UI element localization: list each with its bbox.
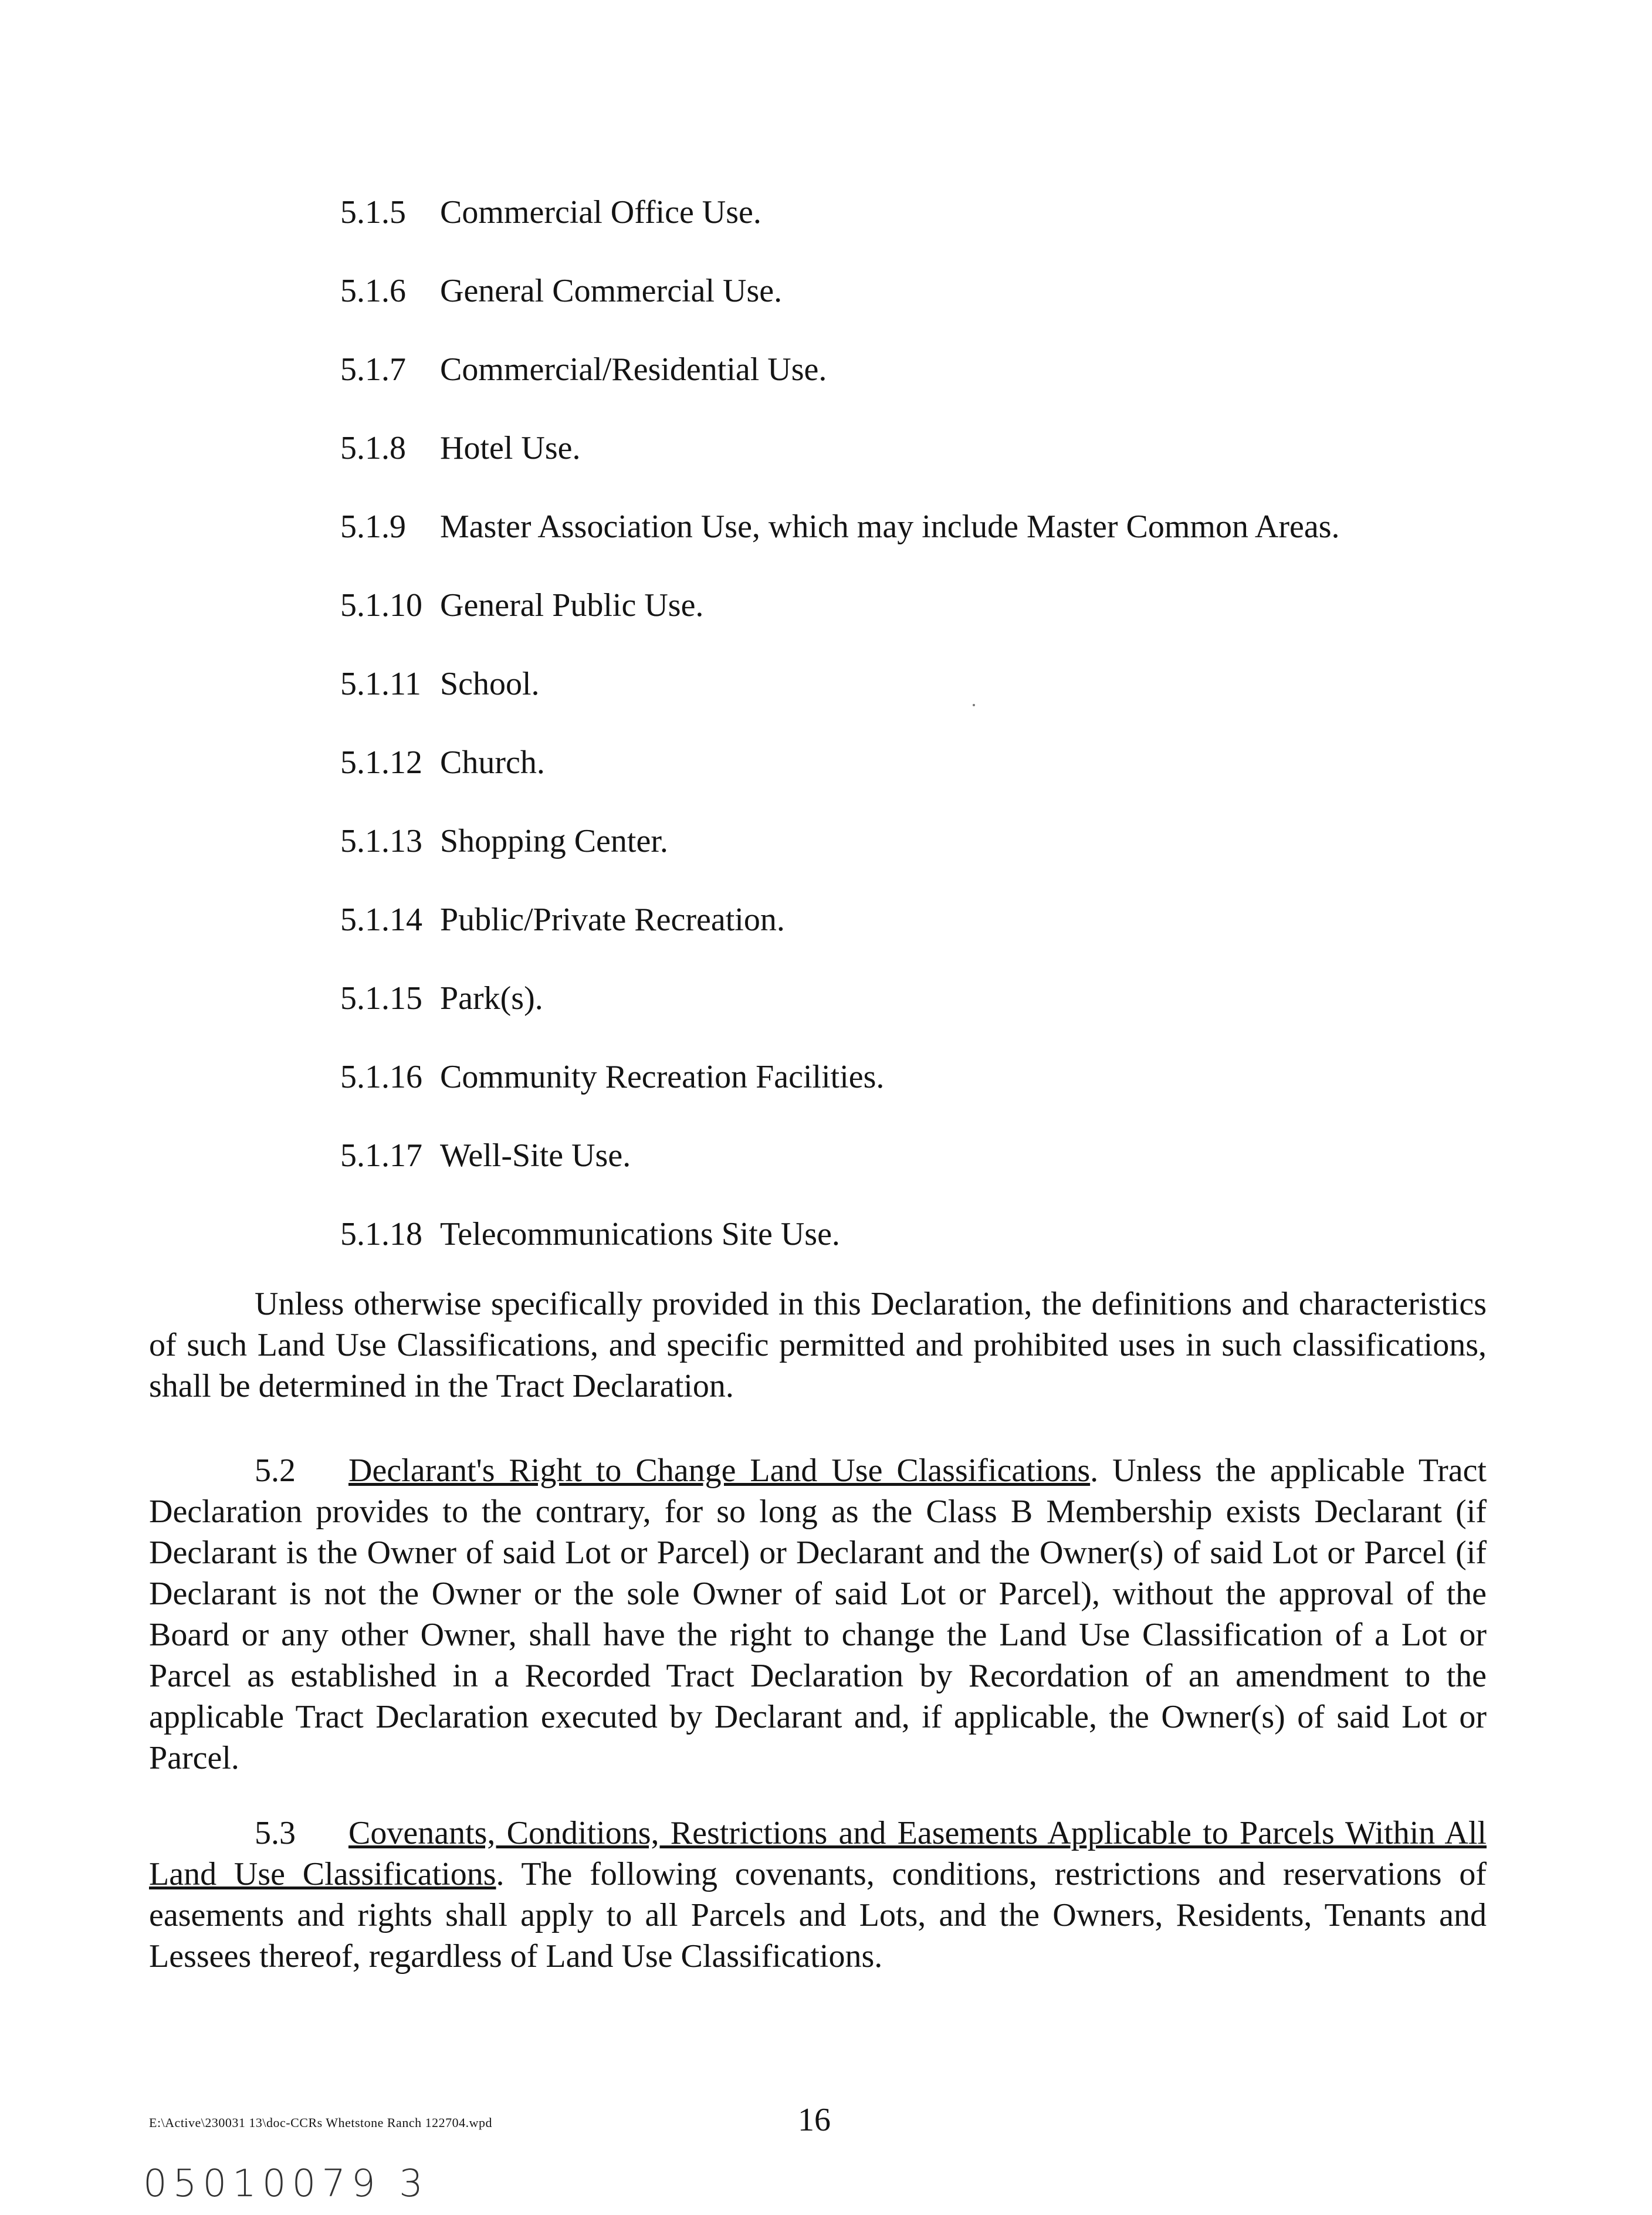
list-item-label: Park(s). <box>440 980 543 1017</box>
list-item-number: 5.1.12 <box>340 744 422 781</box>
document-number-stamp: 05010079 3 <box>143 2162 429 2206</box>
list-item-number: 5.1.14 <box>340 902 422 938</box>
list-item-number: 5.1.11 <box>340 666 421 702</box>
list-item <box>340 508 1340 546</box>
footer-file-path: E:\Active\230031 13\doc-CCRs Whetstone Ranch 122704.wpd <box>149 2115 492 2130</box>
scan-speck <box>973 704 975 706</box>
list-item-label: Hotel Use. <box>440 430 581 466</box>
list-item <box>340 665 540 703</box>
list-item-label: Commercial Office Use. <box>440 194 761 231</box>
list-item-number: 5.1.7 <box>340 351 406 388</box>
list-item <box>340 194 761 231</box>
list-item-number: 5.1.17 <box>340 1137 422 1174</box>
list-item-label: Shopping Center. <box>440 823 668 859</box>
list-item-number: 5.1.6 <box>340 273 406 309</box>
list-item <box>340 822 668 860</box>
section-5-3-heading: Covenants, Conditions, Restrictions and Easements Applicable to Parcels Within All Land Use Classifications <box>149 1815 1487 1892</box>
list-item-number: 5.1.15 <box>340 980 422 1017</box>
section-5-2-body: . Unless the applicable Tract Declaration provides to the contrary, for so long as the Class B Membership exists Declarant (if Declarant is the Owner of said Lot or Parcel) or Declarant and the Owner(s) of said Lot or Parcel (if Declarant is not the Owner or the sole Owner of said Lot or Parcel), without the approval of the Board or any other Owner, shall have the right to change the Land Use Classification of a Lot or Parcel as established in a Recorded Tract Declaration by Recordation of an amendment to the applicable Tract Declaration executed by Declarant and, if applicable, the Owner(s) of said Lot or Parcel. <box>149 1452 1487 1776</box>
list-item <box>340 429 581 467</box>
list-item-number: 5.1.8 <box>340 430 406 466</box>
list-item <box>340 272 782 310</box>
list-item <box>340 587 703 624</box>
list-item-number: 5.1.13 <box>340 823 422 859</box>
list-item-label: Master Association Use, which may include Master Common Areas. <box>440 509 1340 545</box>
list-item-label: Community Recreation Facilities. <box>440 1059 885 1095</box>
intro-paragraph <box>149 1283 1487 1407</box>
intro-paragraph-text: Unless otherwise specifically provided in this Declaration, the definitions and characteristics of such Land Use Classifications, and specific permitted and prohibited uses in such classifications, shall be determined in the Tract Declaration. <box>149 1286 1487 1404</box>
list-item-label: Public/Private Recreation. <box>440 902 785 938</box>
list-item-number: 5.1.16 <box>340 1059 422 1095</box>
list-item <box>340 901 785 939</box>
list-item-number: 5.1.5 <box>340 194 406 231</box>
list-item <box>340 980 543 1017</box>
section-5-2-number: 5.2 <box>255 1452 296 1489</box>
list-item-label: Telecommunications Site Use. <box>440 1216 840 1252</box>
list-item-label: Well-Site Use. <box>440 1137 631 1174</box>
list-item-label: General Commercial Use. <box>440 273 783 309</box>
list-item <box>340 1058 884 1096</box>
section-5-3-number: 5.3 <box>255 1815 296 1851</box>
section-5-2-heading: Declarant's Right to Change Land Use Classifications <box>348 1452 1091 1489</box>
list-item <box>340 1215 840 1253</box>
list-item-number: 5.1.18 <box>340 1216 422 1252</box>
list-item <box>340 1137 631 1174</box>
list-item-number: 5.1.10 <box>340 587 422 624</box>
list-item-label: Commercial/Residential Use. <box>440 351 827 388</box>
list-item-number: 5.1.9 <box>340 509 406 545</box>
list-item-label: School. <box>440 666 540 702</box>
section-5-2 <box>149 1450 1487 1779</box>
page-number: 16 <box>798 2102 831 2138</box>
list-item-label: Church. <box>440 744 545 781</box>
section-5-3 <box>149 1813 1487 1977</box>
list-item-label: General Public Use. <box>440 587 704 624</box>
list-item <box>340 351 827 388</box>
section-5-3-body: . The following covenants, conditions, restrictions and reservations of easements and rights shall apply to all Parcels and Lots, and the Owners, Residents, Tenants and Lessees thereof, regardless of Land Use Classifications. <box>149 1856 1487 1974</box>
list-item <box>340 744 545 781</box>
